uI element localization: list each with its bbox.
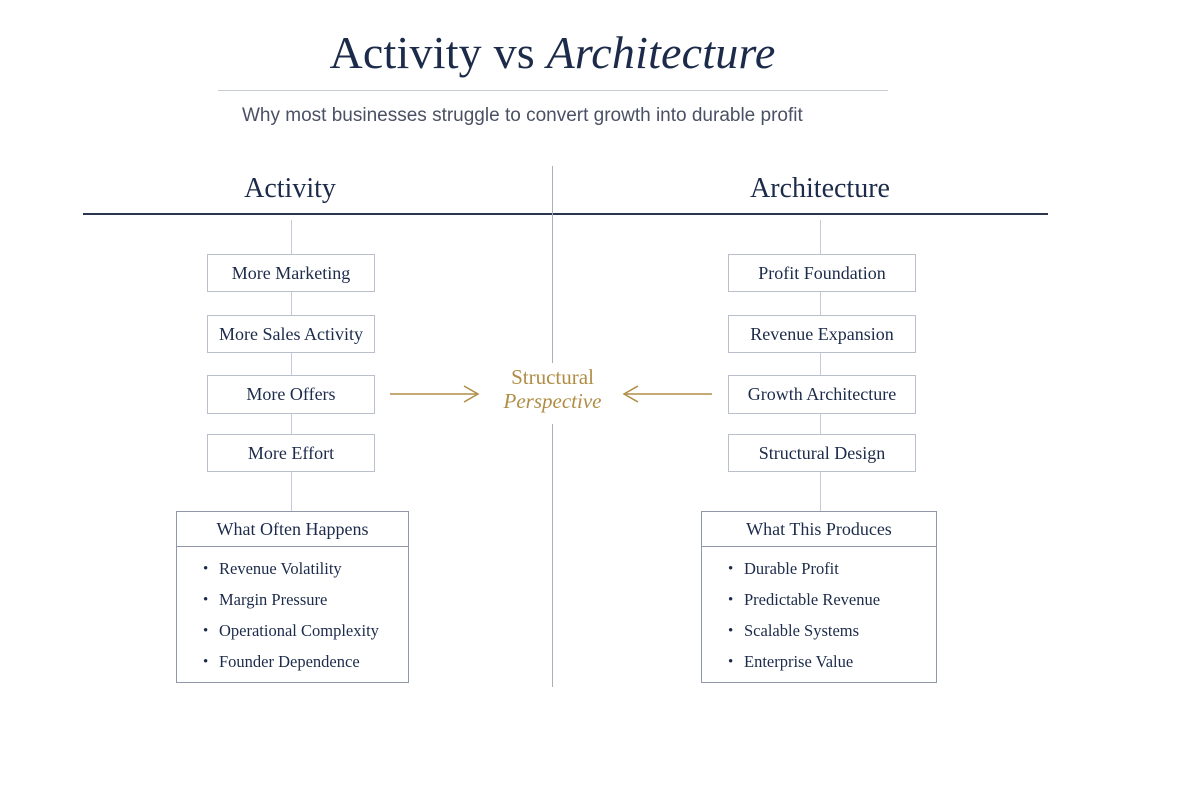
- right-connector-4: [820, 414, 821, 435]
- outcome-list-left: [177, 547, 408, 680]
- activity-step-3: More Offers: [207, 375, 375, 414]
- architecture-heading: Architecture: [750, 173, 890, 204]
- activity-step-4: More Effort: [207, 434, 375, 472]
- list-item: • Scalable Systems: [728, 618, 936, 649]
- right-connector-3: [820, 353, 821, 375]
- title-part-architecture: Architecture: [546, 27, 776, 78]
- right-connector-1: [820, 220, 821, 254]
- panel-heading-left: What Often Happens: [177, 512, 408, 547]
- title-part-activity: Activity vs: [329, 27, 535, 78]
- left-connector-3: [291, 353, 292, 375]
- header-divider: [83, 213, 1048, 215]
- left-connector-1: [291, 220, 292, 254]
- outcome-list-right: [702, 547, 936, 680]
- architecture-step-2: Revenue Expansion: [728, 315, 916, 353]
- left-connector-2: [291, 292, 292, 316]
- right-connector-5: [820, 472, 821, 512]
- activity-heading: Activity: [244, 173, 336, 204]
- arrow-left-icon: [620, 382, 712, 406]
- architecture-step-1: Profit Foundation: [728, 254, 916, 292]
- list-item: • Founder Dependence: [203, 649, 408, 680]
- perspective-line-1: Structural: [511, 365, 594, 389]
- list-item: • Revenue Volatility: [203, 556, 408, 587]
- structural-perspective-label: [480, 365, 625, 413]
- arrow-right-icon: [390, 382, 482, 406]
- architecture-step-4: Structural Design: [728, 434, 916, 472]
- panel-heading-right: What This Produces: [702, 512, 936, 547]
- architecture-step-3: Growth Architecture: [728, 375, 916, 414]
- list-item: • Margin Pressure: [203, 587, 408, 618]
- list-item: • Enterprise Value: [728, 649, 936, 680]
- title-divider: [218, 90, 888, 91]
- center-divider-top: [552, 166, 553, 363]
- list-item: • Durable Profit: [728, 556, 936, 587]
- left-connector-4: [291, 414, 292, 435]
- left-connector-5: [291, 472, 292, 512]
- right-connector-2: [820, 292, 821, 316]
- activity-step-1: More Marketing: [207, 254, 375, 292]
- list-item: • Predictable Revenue: [728, 587, 936, 618]
- diagram-subtitle: Why most businesses struggle to convert growth into durable profit: [242, 105, 803, 126]
- list-item: • Operational Complexity: [203, 618, 408, 649]
- perspective-line-2: Perspective: [503, 389, 602, 413]
- activity-step-2: More Sales Activity: [207, 315, 375, 353]
- center-divider-bottom: [552, 424, 553, 687]
- outcome-panel-right: [701, 511, 937, 683]
- diagram-title: [0, 26, 1105, 79]
- outcome-panel-left: [176, 511, 409, 683]
